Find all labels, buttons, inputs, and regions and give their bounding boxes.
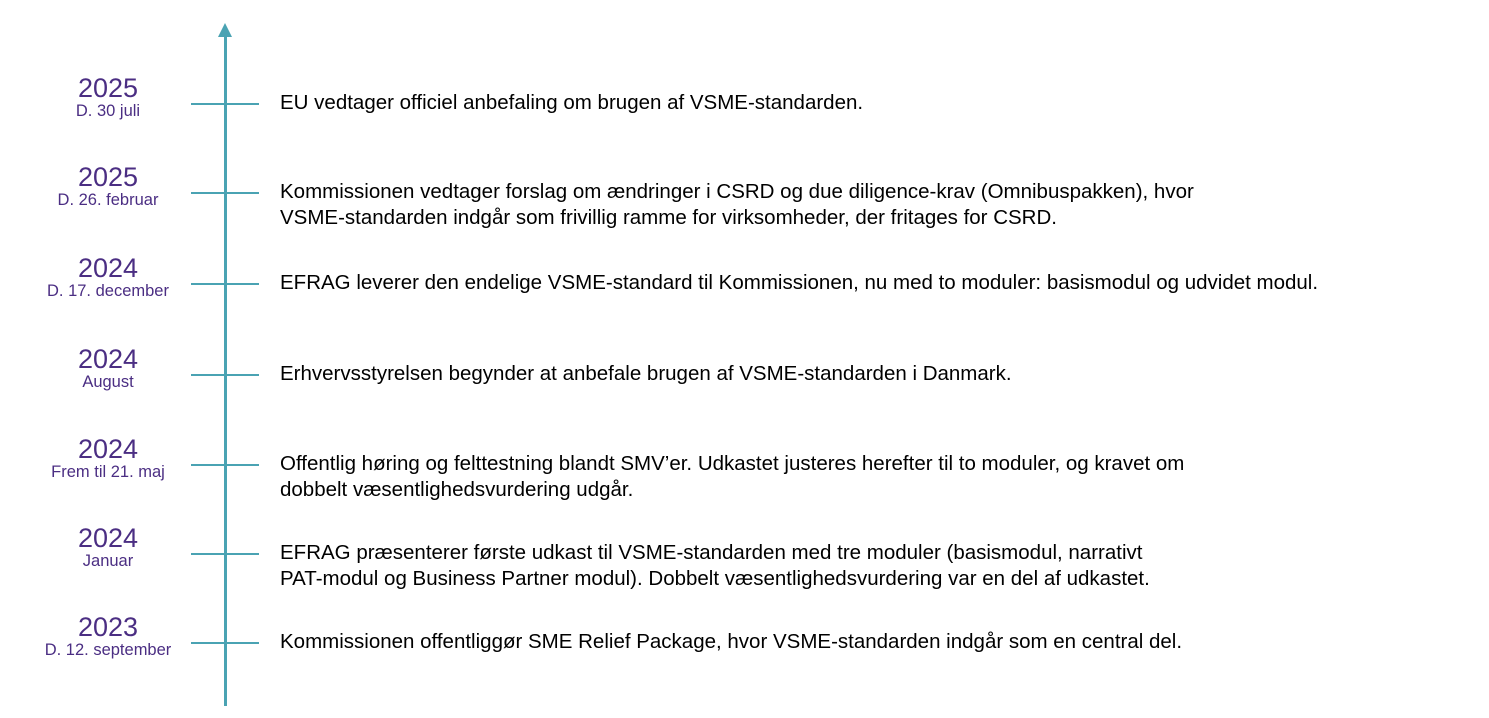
event-year: 2024 — [77, 523, 139, 553]
event-description-line: VSME-standarden indgår som frivillig ramme for virksomheder, der fritages for CSRD. — [280, 206, 1057, 229]
event-description — [280, 361, 1012, 387]
event-description — [280, 90, 863, 116]
timeline-tick — [191, 374, 259, 376]
event-description — [280, 179, 1194, 231]
timeline-tick — [191, 553, 259, 555]
event-description-line: PAT-modul og Business Partner modul). Dobbelt væsentlighedsvurdering var en del af udkastet. — [280, 567, 1150, 590]
event-date — [18, 613, 198, 660]
event-date — [18, 524, 198, 571]
timeline-tick — [191, 283, 259, 285]
event-description-line: Kommissionen vedtager forslag om ændringer i CSRD og due diligence-krav (Omnibuspakken), hvor — [280, 180, 1194, 203]
event-date-detail: Frem til 21. maj — [51, 463, 165, 481]
event-description-line: Kommissionen offentliggør SME Relief Package, hvor VSME-standarden indgår som en central del. — [280, 630, 1183, 653]
event-date-detail: D. 17. december — [47, 282, 169, 300]
event-description-line: Offentlig høring og felttestning blandt SMV’er. Udkastet justeres herefter til to moduler, og kravet om — [280, 452, 1185, 475]
event-date-detail: D. 26. februar — [57, 191, 159, 209]
event-description-line: EU vedtager officiel anbefaling om brugen af VSME-standarden. — [280, 91, 864, 114]
event-date — [18, 254, 198, 301]
timeline-tick — [191, 642, 259, 644]
timeline-axis — [224, 34, 227, 706]
event-description — [280, 270, 1318, 296]
timeline-tick — [191, 192, 259, 194]
event-description — [280, 451, 1184, 503]
event-date-detail: Januar — [82, 552, 134, 570]
event-date — [18, 163, 198, 210]
event-description-line: EFRAG præsenterer første udkast til VSME-standarden med tre moduler (basismodul, narrativt — [280, 541, 1143, 564]
event-description-line: Erhvervsstyrelsen begynder at anbefale brugen af VSME-standarden i Danmark. — [280, 362, 1012, 385]
event-year: 2024 — [77, 253, 139, 283]
event-year: 2025 — [77, 162, 139, 192]
event-year: 2024 — [77, 344, 139, 374]
event-description — [280, 629, 1182, 655]
event-description-line: dobbelt væsentlighedsvurdering udgår. — [280, 478, 634, 501]
event-year: 2024 — [77, 434, 139, 464]
event-description-line: EFRAG leverer den endelige VSME-standard til Kommissionen, nu med to moduler: basismodul og udvidet modul. — [280, 271, 1319, 294]
timeline-tick — [191, 103, 259, 105]
event-date — [18, 435, 198, 482]
event-date-detail: August — [82, 373, 134, 391]
event-year: 2023 — [77, 612, 139, 642]
timeline-tick — [191, 464, 259, 466]
event-description — [280, 540, 1150, 592]
event-year: 2025 — [77, 73, 139, 103]
event-date-detail: D. 12. september — [44, 641, 172, 659]
event-date-detail: D. 30 juli — [75, 102, 141, 120]
event-date — [18, 74, 198, 121]
event-date — [18, 345, 198, 392]
